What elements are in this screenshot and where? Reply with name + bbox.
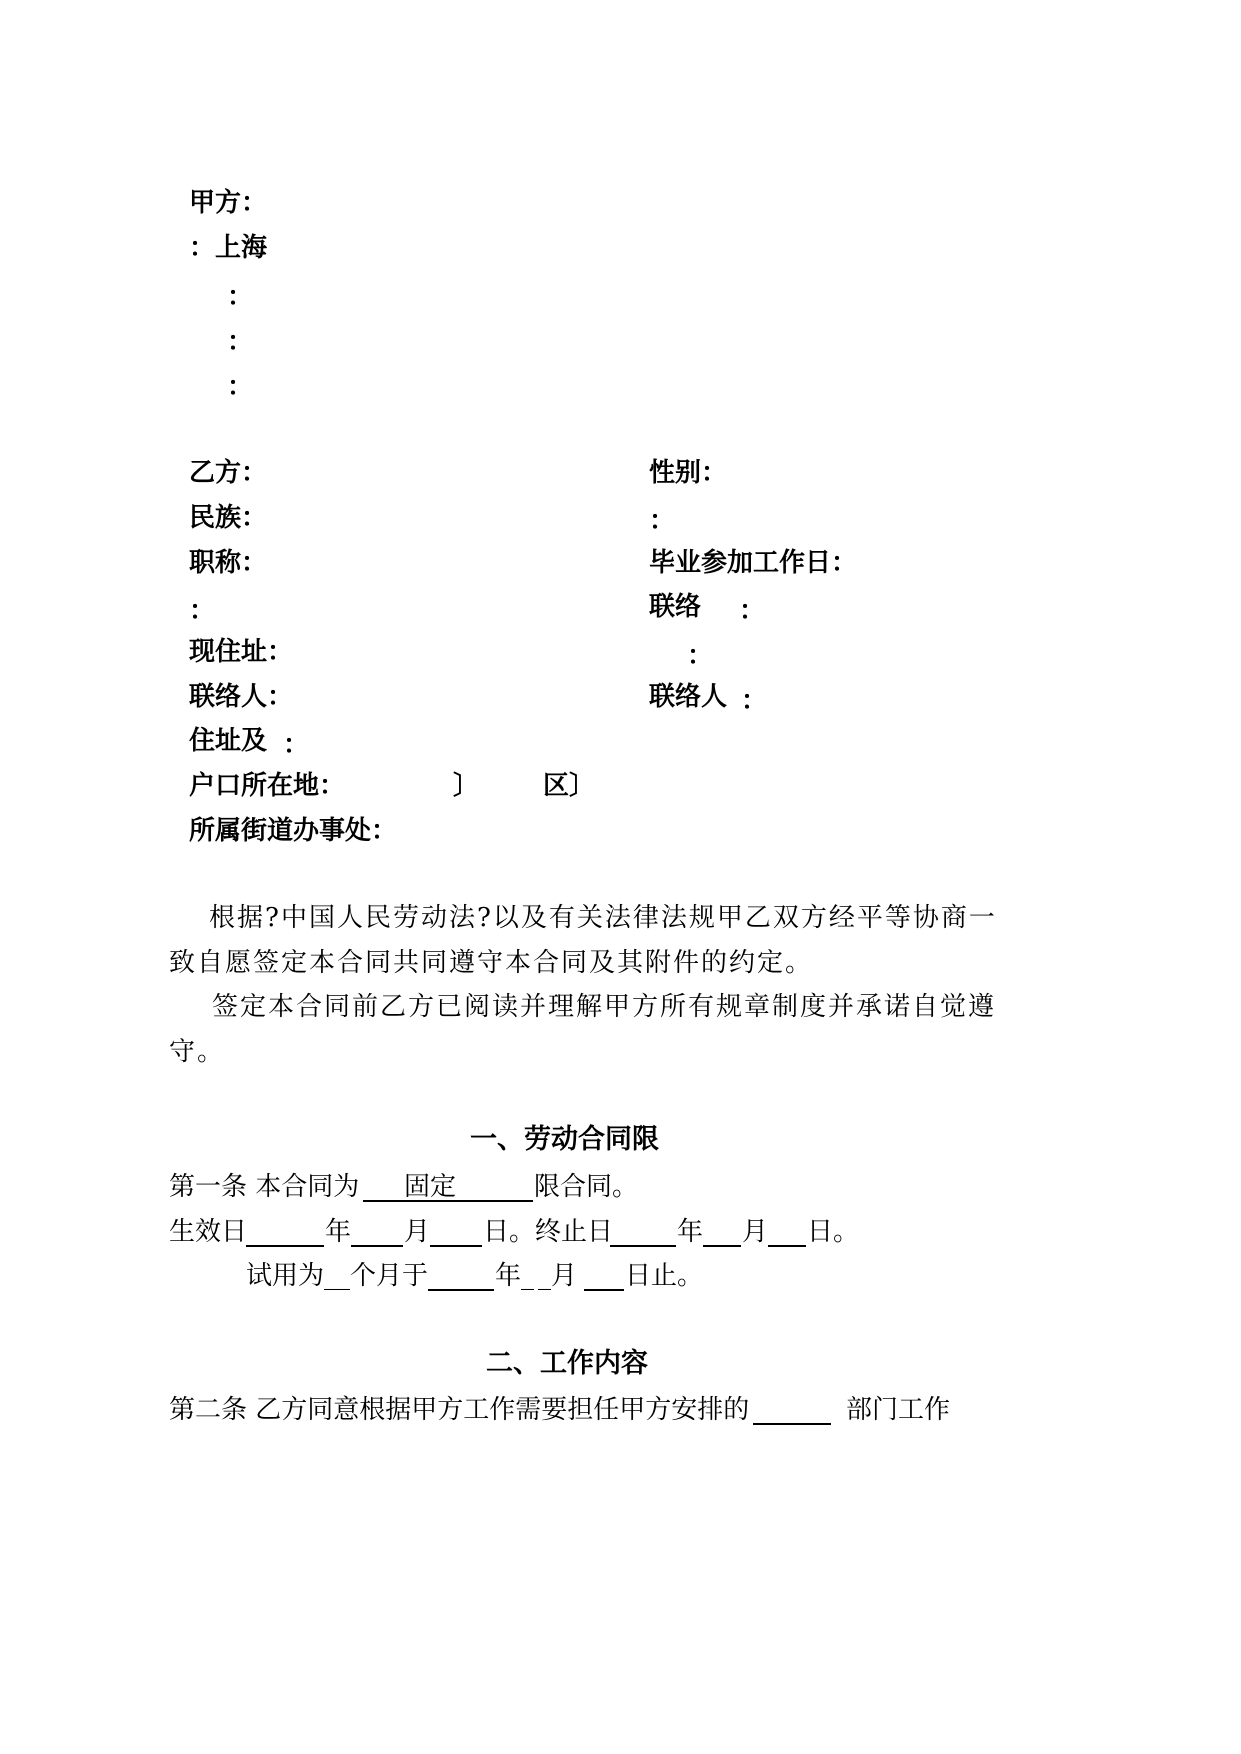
article-1-prefix: 第一条 本合同为 — [169, 1172, 360, 1202]
colon-b: ： — [189, 596, 216, 626]
preamble-p1-line1: 根据?中国人民劳动法?以及有关法律法规甲乙双方经平等协商一 — [209, 903, 997, 933]
trial-year-blank — [428, 1289, 494, 1291]
ethnicity-label: 民族： — [189, 503, 268, 533]
end-month-blank — [703, 1245, 741, 1247]
trial-prefix: 试用为__个月于 — [246, 1261, 429, 1291]
end-year-label: 年 — [677, 1217, 704, 1247]
article-2-blank — [753, 1423, 831, 1425]
trial-year-label: 年_ — [495, 1261, 535, 1291]
party-a-colon-2: ： — [227, 327, 254, 357]
effective-date-prefix: 生效日 — [169, 1217, 248, 1247]
trial-month-label: _月 — [538, 1261, 578, 1291]
article-1-suffix: 限合同。 — [534, 1172, 639, 1202]
preamble-p2-line2: 守。 — [169, 1037, 226, 1067]
contact-colon: ： — [739, 596, 766, 626]
party-a-colon-1: ： — [227, 282, 254, 312]
party-a-colon-3: ： — [227, 372, 254, 402]
hukou-district: 区〕 — [543, 771, 596, 801]
street-office-label: 所属街道办事处： — [189, 816, 398, 846]
trial-day-blank — [584, 1289, 624, 1291]
article-1-fill: 固定 — [404, 1172, 457, 1202]
end-month-label: 月 — [742, 1217, 769, 1247]
colon-a: ： — [649, 506, 676, 536]
article-2-suffix: 部门工作 — [846, 1395, 951, 1425]
preamble-p1-line2: 致自愿签定本合同共同遵守本合同及其附件的约定。 — [169, 948, 814, 978]
gender-label: 性别： — [649, 458, 728, 488]
section-2-heading: 二、工作内容 — [486, 1348, 648, 1379]
effective-day-blank — [430, 1245, 482, 1247]
contact-person-2-label: 联络人 — [649, 682, 728, 712]
work-start-label: 毕业参加工作日： — [649, 548, 858, 578]
article-2-prefix: 第二条 乙方同意根据甲方工作需要担任甲方安排的 — [169, 1395, 750, 1425]
contact-person-label: 联络人： — [189, 682, 294, 712]
contact-label: 联络 — [649, 592, 702, 622]
contact-person-2-colon: ： — [741, 686, 768, 716]
effective-year-blank — [246, 1245, 324, 1247]
party-b-label: 乙方： — [189, 458, 268, 488]
party-a-label: 甲方： — [189, 188, 268, 218]
preamble-p2-line1: 签定本合同前乙方已阅读并理解甲方所有规章制度并承诺自觉遵 — [212, 992, 997, 1022]
end-day-label: 日。 — [807, 1217, 860, 1247]
colon-c: ： — [687, 641, 714, 671]
effective-month-label: 月 — [404, 1217, 431, 1247]
address-label: 现住址： — [189, 637, 294, 667]
hukou-label: 户口所在地： — [189, 771, 346, 801]
end-year-blank — [610, 1245, 676, 1247]
effective-year-label: 年 — [325, 1217, 352, 1247]
trial-day-label: 日止。 — [625, 1261, 704, 1291]
address-and-colon: ： — [283, 730, 310, 760]
section-1-heading: 一、劳动合同限 — [470, 1124, 659, 1155]
effective-month-blank — [351, 1245, 403, 1247]
hukou-bracket: 〕 — [453, 771, 480, 801]
party-a-location: ：上海 — [189, 233, 268, 263]
title-label: 职称： — [189, 548, 268, 578]
address-and-label: 住址及 — [189, 726, 268, 756]
end-day-blank — [768, 1245, 806, 1247]
end-date-prefix: 日。终止日 — [483, 1217, 614, 1247]
